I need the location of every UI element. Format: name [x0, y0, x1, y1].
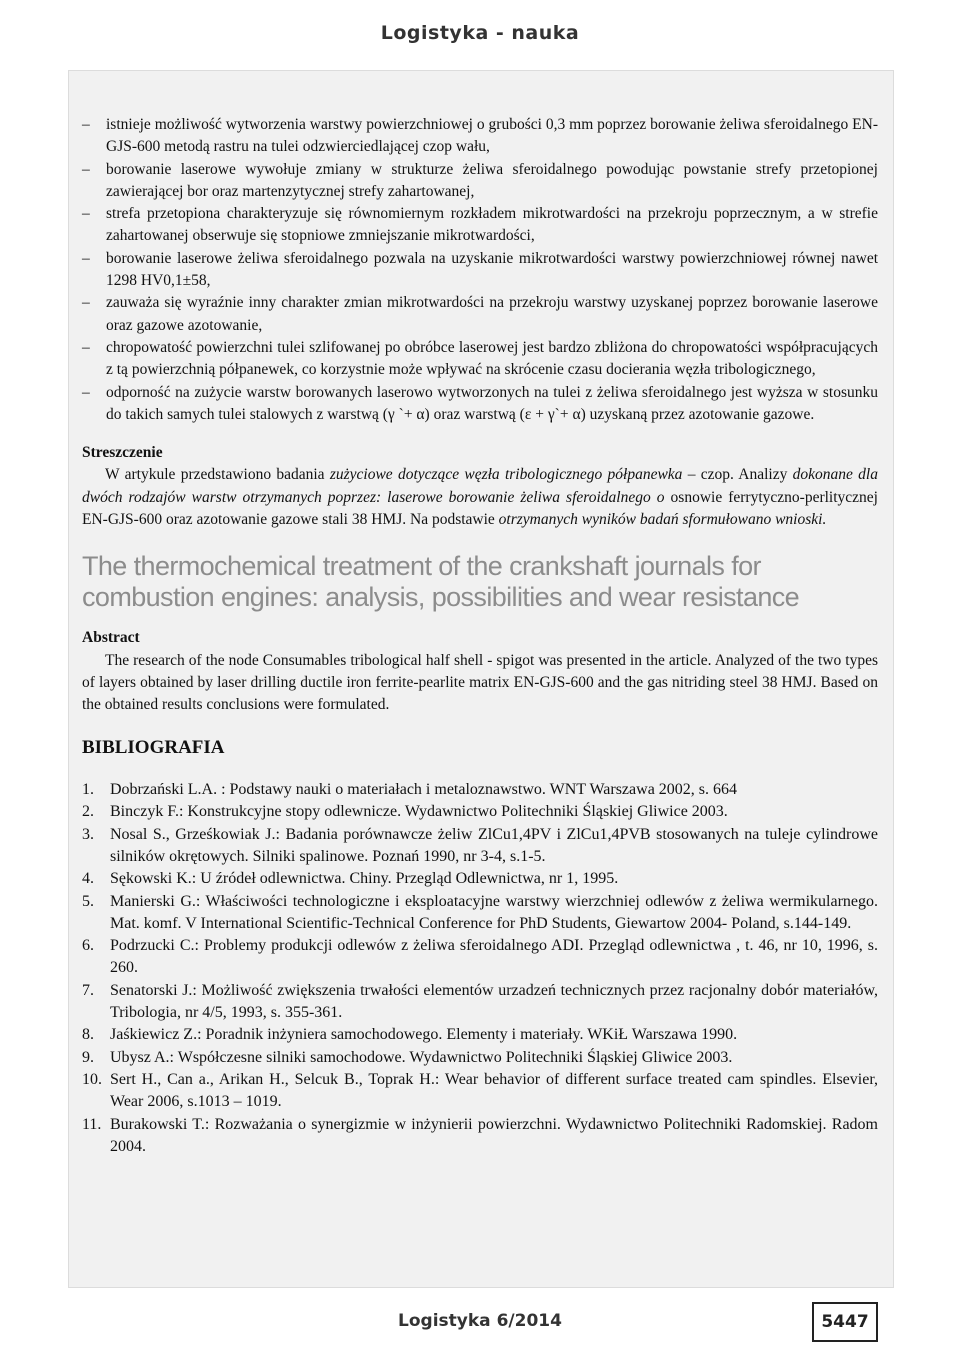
- list-item: 1. Dobrzański L.A. : Podstawy nauki o materiałach i metaloznawstwo. WNT Warszawa 2002, s. 664: [82, 780, 738, 798]
- article-body: [82, 114, 878, 1158]
- streszczenie-text: W artykule przedstawiono badania zużyciowe dotyczące węzła tribologicznego półpanewka – czop. Analizy dokonane dla dwóch rodzajów warstw otrzymanych poprzez: laserowe borowanie żeliwa sferoidalnego o osnowie ferrytyczno-perlitycznej EN-GJS-600 oraz azotowanie gazowe stali 38 HMJ. Na podstawie otrzymanych wyników badań sformułowano wnioski.: [82, 466, 878, 529]
- list-item: 9. Ubysz A.: Współczesne silniki samochodowe. Wydawnictwo Politechniki Śląskiej Gliwice 2003.: [82, 1048, 733, 1066]
- list-item: 4. Sękowski K.: U źródeł odlewnictwa. Chiny. Przegląd Odlewnictwa, nr 1, 1995.: [82, 870, 619, 888]
- list-item: – strefa przetopiona charakteryzuje się równomiernym rozkładem mikrotwardości na przekroju poprzecznym, a w strefie zahartowanej obserwuje się stopniowe zmniejszanie mikrotwardości,: [82, 203, 878, 248]
- list-item: – istnieje możliwość wytworzenia warstwy powierzchniowej o grubości 0,3 mm poprzez borowanie żeliwa sferoidalnego EN-GJS-600 metodą rastru na tulei odzwierciedlającej czop wału,: [82, 114, 878, 159]
- list-item: 6. Podrzucki C.: Problemy produkcji odlewów z żeliwa sferoidalnego ADI. Przegląd odlewnictwa , t. 46, nr 10, 1996, s. 260.: [82, 937, 878, 977]
- running-footer: Logistyka 6/2014: [398, 1311, 562, 1331]
- bibliography-heading: BIBLIOGRAFIA: [82, 736, 225, 758]
- abstract-heading: Abstract: [82, 629, 140, 647]
- list-item: – chropowatość powierzchni tulei szlifowanej po obróbce laserowej jest bardzo zbliżona do chropowatości współpracujących z tą powierzchnią półpanewek, co korzystnie może wpływać na skrócenie czasu docierania węzła tribologicznego,: [82, 337, 878, 382]
- list-item: – odporność na zużycie warstw borowanych laserowo wytworzonych na tulei z żeliwa sferoidalnego jest wyższa w stosunku do takich samych tulei stalowych z warstwą (γ `+ α) oraz warstwą (ε + γ`+ α) uzyskaną przez azotowanie gazowe.: [82, 382, 878, 427]
- list-item: 2. Binczyk F.: Konstrukcyjne stopy odlewnicze. Wydawnictwo Politechniki Śląskiej Gliwice 2003.: [82, 803, 728, 821]
- list-item: – zauważa się wyraźnie inny charakter zmian mikrotwardości na przekroju warstwy uzyskanej poprzez borowanie laserowe oraz gazowe azotowanie,: [82, 292, 878, 337]
- page-number-box: 5447: [812, 1302, 878, 1342]
- conclusions-list: [82, 114, 878, 426]
- streszczenie-heading: Streszczenie: [82, 444, 163, 462]
- list-item: – borowanie laserowe żeliwa sferoidalnego pozwala na uzyskanie mikrotwardości warstwy powierzchniowej równej nawet 1298 HV0,1±58,: [82, 248, 878, 293]
- english-title: The thermochemical treatment of the crankshaft journals for combustion engines: analysis, possibilities and wear resistance: [82, 551, 800, 613]
- list-item: 8. Jaśkiewicz Z.: Poradnik inżyniera samochodowego. Elementy i materiały. WKiŁ Warszawa 1990.: [82, 1026, 738, 1044]
- list-item: – borowanie laserowe wywołuje zmiany w strukturze żeliwa sferoidalnego powodując powstanie strefy przetopionej zawierającej bor oraz martenzytycznej strefy zahartowanej,: [82, 159, 878, 204]
- list-item: 5. Manierski G.: Właściwości technologiczne i eksploatacyjne warstwy wierzchniej odlewów z żeliwa wermikularnego. Mat. komf. V International Scientific-Technical Conference for PhD Students, Giewartow 2004- Poland, s.144-149.: [82, 892, 878, 932]
- list-item: 3. Nosal S., Grześkowiak J.: Badania porównawcze żeliw ZlCu1,4PV i ZlCu1,4PVB stosowanych na tuleje cylindrowe silników okrętowych. Silniki spalinowe. Poznań 1990, nr 3-4, s.1-5.: [82, 825, 878, 865]
- abstract-text: The research of the node Consumables tribological half shell - spigot was presented in the article. Analyzed of the two types of layers obtained by laser drilling ductile iron ferrite-pearlite matrix EN-GJS-600 and the gas nitriding steel 38 HMJ. Based on the obtained results conclusions were formulated.: [82, 651, 878, 714]
- bibliography-list: [82, 779, 878, 1158]
- list-item: 11. Burakowski T.: Rozważania o synergizmie w inżynierii powierzchni. Wydawnictwo Politechniki Radomskiej. Radom 2004.: [82, 1115, 878, 1155]
- running-header: Logistyka - nauka: [380, 22, 580, 44]
- list-item: 10. Sert H., Can a., Arikan H., Selcuk B., Toprak H.: Wear behavior of different surface treated cam spindles. Elsevier, Wear 2006, s.1013 – 1019.: [82, 1071, 878, 1111]
- list-item: 7. Senatorski J.: Możliwość zwiększenia trwałości elementów urzadzeń technicznych przez racjonalny dobór materiałów, Tribologia, nr 4/5, 1993, s. 355-361.: [82, 981, 878, 1021]
